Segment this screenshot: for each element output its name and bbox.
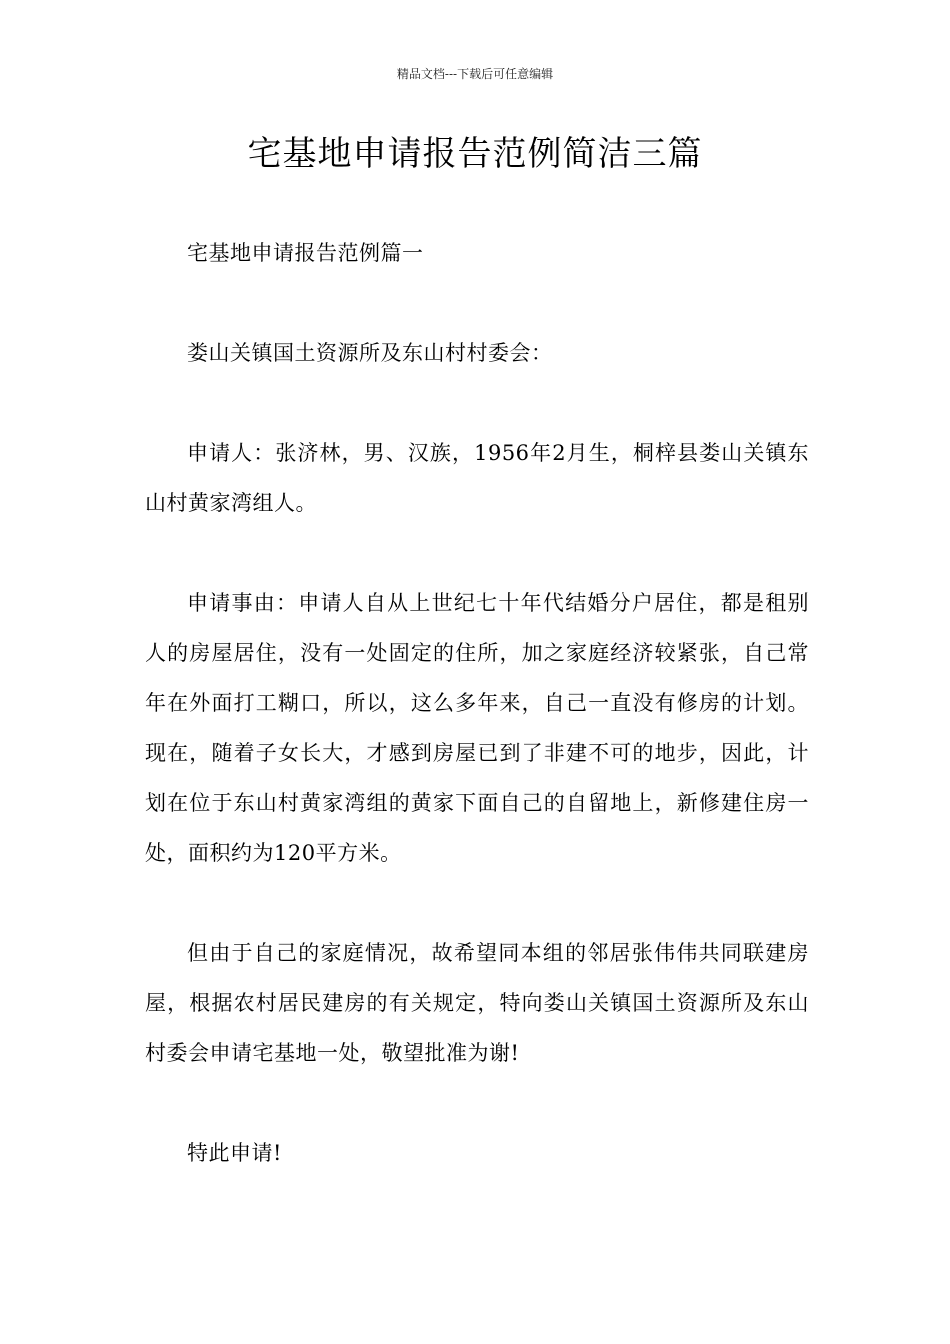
header-note: 精品文档---下载后可任意编辑: [396, 67, 554, 81]
salutation: 娄山关镇国土资源所及东山村村委会：: [187, 341, 553, 365]
request-paragraph: 但由于自己的家庭情况，故希望同本组的邻居张伟伟共同联建房屋，根据农村居民建房的有关规定，特向娄山关镇国土资源所及东山村委会申请宅基地一处，敬望批准为谢!: [145, 941, 809, 1065]
document-body: [145, 228, 809, 1178]
applicant-paragraph: 申请人：张济林，男、汉族，1956年2月生，桐梓县娄山关镇东山村黄家湾组人。: [145, 441, 809, 515]
reason-paragraph: 申请事由：申请人自从上世纪七十年代结婚分户居住，都是租别人的房屋居住，没有一处固定的住所，加之家庭经济较紧张，自己常年在外面打工糊口，所以，这么多年来，自己一直没有修房的计划。现在，随着子女长大，才感到房屋已到了非建不可的地步，因此，计划在位于东山村黄家湾组的黄家下面自己的自留地上，新修建住房一处，面积约为120平方米。: [145, 591, 809, 865]
section-heading: 宅基地申请报告范例篇一: [187, 241, 424, 265]
document-title: 宅基地申请报告范例简洁三篇: [247, 134, 703, 174]
closing-paragraph: 特此申请!: [187, 1141, 282, 1165]
